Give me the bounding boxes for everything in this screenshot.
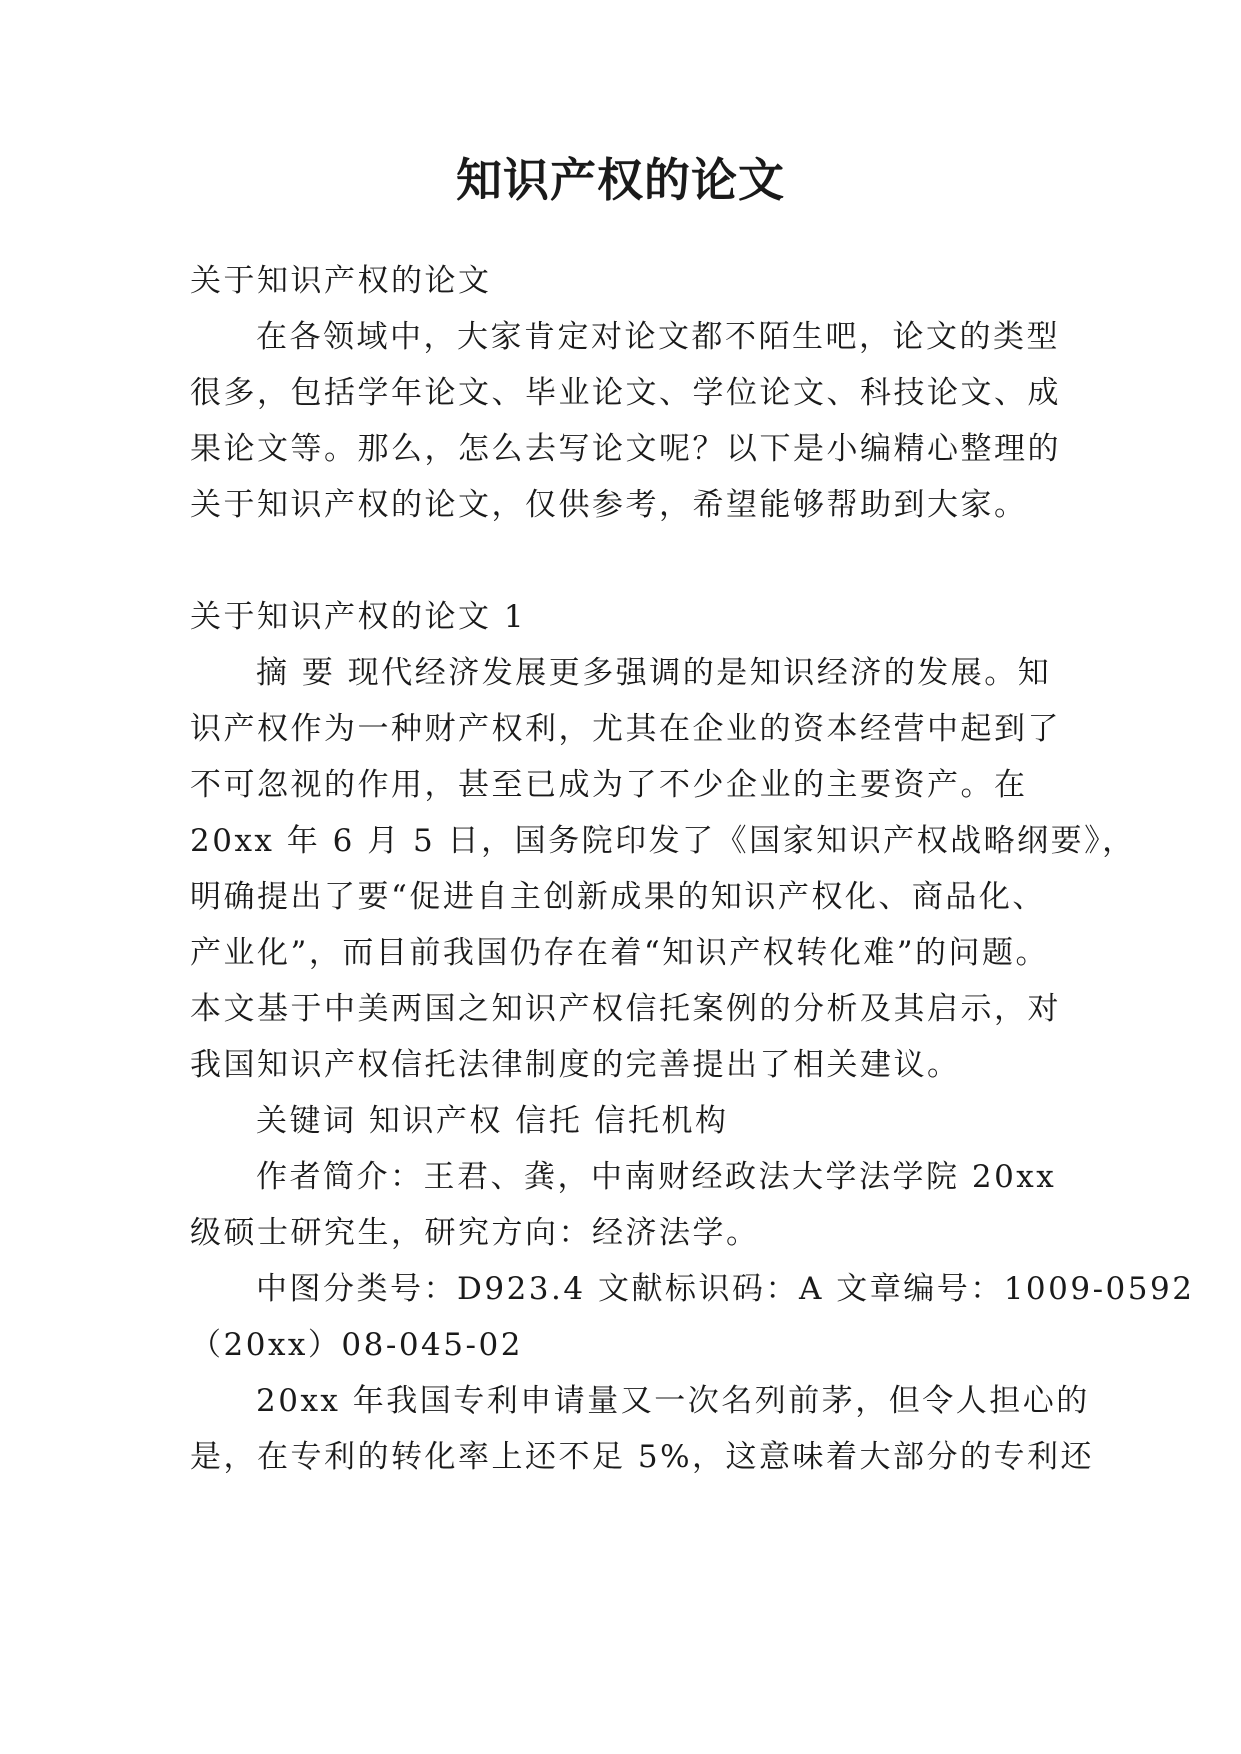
paragraph-line: 果论文等。那么，怎么去写论文呢？以下是小编精心整理的: [190, 431, 1061, 467]
classification-line: （20xx）08-045-02: [190, 1327, 523, 1363]
keywords-line: 关键词 知识产权 信托 信托机构: [256, 1103, 729, 1139]
classification-line: 中图分类号：D923.4 文献标识码：A 文章编号：1009-0592: [256, 1271, 1195, 1307]
abstract-line: 产业化”，而目前我国仍存在着“知识产权转化难”的问题。: [190, 935, 1050, 971]
abstract-line: 20xx 年 6 月 5 日，国务院印发了《国家知识产权战略纲要》，: [190, 823, 1136, 859]
abstract-line: 我国知识产权信托法律制度的完善提出了相关建议。: [190, 1047, 961, 1083]
abstract-line: 识产权作为一种财产权利，尤其在企业的资本经营中起到了: [190, 711, 1061, 747]
paragraph-line: 很多，包括学年论文、毕业论文、学位论文、科技论文、成: [190, 375, 1061, 411]
abstract-line: 不可忽视的作用，甚至已成为了不少企业的主要资产。在: [190, 767, 1028, 803]
abstract-line: 明确提出了要“促进自主创新成果的知识产权化、商品化、: [190, 879, 1046, 915]
section-heading-paper-1: 关于知识产权的论文 1: [190, 599, 527, 635]
author-line: 作者简介：王君、龚，中南财经政法大学法学院 20xx: [256, 1159, 1057, 1195]
section-heading-intro: 关于知识产权的论文: [190, 263, 492, 299]
paragraph-line: 在各领域中，大家肯定对论文都不陌生吧，论文的类型: [256, 319, 1060, 355]
document-title: 知识产权的论文: [456, 153, 785, 207]
author-line: 级硕士研究生，研究方向：经济法学。: [190, 1215, 760, 1251]
abstract-line: 摘 要 现代经济发展更多强调的是知识经济的发展。知: [256, 655, 1052, 691]
abstract-line: 本文基于中美两国之知识产权信托案例的分析及其启示，对: [190, 991, 1061, 1027]
paragraph-line: 关于知识产权的论文，仅供参考，希望能够帮助到大家。: [190, 487, 1028, 523]
paragraph-line: 是，在专利的转化率上还不足 5%，这意味着大部分的专利还: [190, 1439, 1095, 1475]
paragraph-line: 20xx 年我国专利申请量又一次名列前茅，但令人担心的: [256, 1383, 1090, 1419]
